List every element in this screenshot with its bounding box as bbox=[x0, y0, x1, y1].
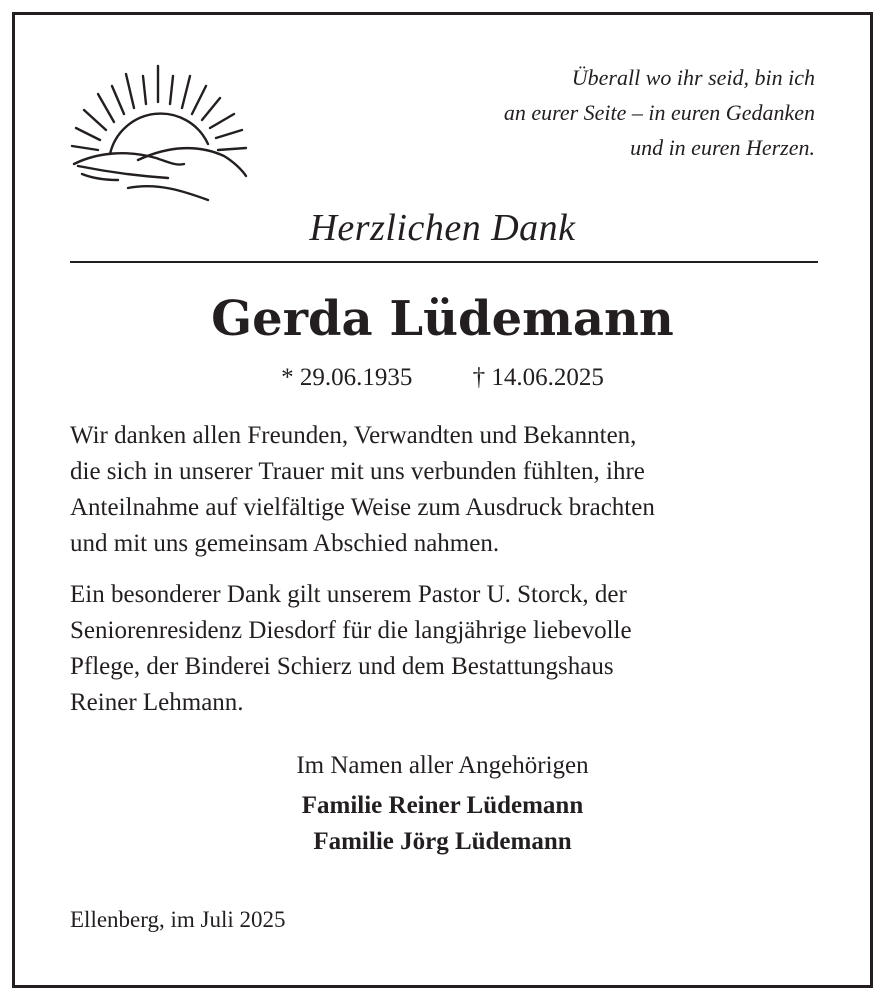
sunrise-over-hills-icon bbox=[68, 62, 253, 212]
quote-line: an eurer Seite – in euren Gedanken bbox=[503, 100, 815, 125]
family-name: Familie Reiner Lüdemann bbox=[301, 792, 584, 819]
paragraph-line: Anteilnahme auf vielfältige Weise zum Ausdruck brachten bbox=[70, 494, 655, 521]
deceased-name: Gerda Lüdemann bbox=[211, 291, 674, 347]
paragraph-line: die sich in unserer Trauer mit uns verbunden fühlten, ihre bbox=[70, 458, 645, 485]
life-dates bbox=[0, 362, 885, 394]
quote-block bbox=[395, 60, 815, 165]
signoff-intro: Im Namen aller Angehörigen bbox=[296, 752, 589, 779]
family-name: Familie Jörg Lüdemann bbox=[313, 828, 572, 855]
paragraph-line: Reiner Lehmann. bbox=[70, 689, 244, 716]
signoff-block bbox=[0, 748, 885, 860]
birth-date: * 29.06.1935 bbox=[281, 364, 413, 391]
paragraph-line: Wir danken allen Freunden, Verwandten und Bekannten, bbox=[70, 422, 637, 449]
heading-herzlichen-dank: Herzlichen Dank bbox=[309, 207, 576, 249]
paragraph-line: und mit uns gemeinsam Abschied nahmen. bbox=[70, 530, 500, 557]
divider bbox=[70, 261, 818, 263]
death-date: † 14.06.2025 bbox=[472, 364, 604, 391]
place-date: Ellenberg, im Juli 2025 bbox=[70, 907, 286, 932]
special-thanks-paragraph bbox=[70, 577, 830, 721]
paragraph-line: Seniorenresidenz Diesdorf für die langjährige liebevolle bbox=[70, 617, 632, 644]
thanks-paragraph bbox=[70, 418, 830, 562]
quote-line: Überall wo ihr seid, bin ich bbox=[571, 65, 815, 90]
quote-line: und in euren Herzen. bbox=[630, 135, 815, 160]
paragraph-line: Ein besonderer Dank gilt unserem Pastor U. Storck, der bbox=[70, 581, 627, 608]
paragraph-line: Pflege, der Binderei Schierz und dem Bestattungshaus bbox=[70, 653, 614, 680]
